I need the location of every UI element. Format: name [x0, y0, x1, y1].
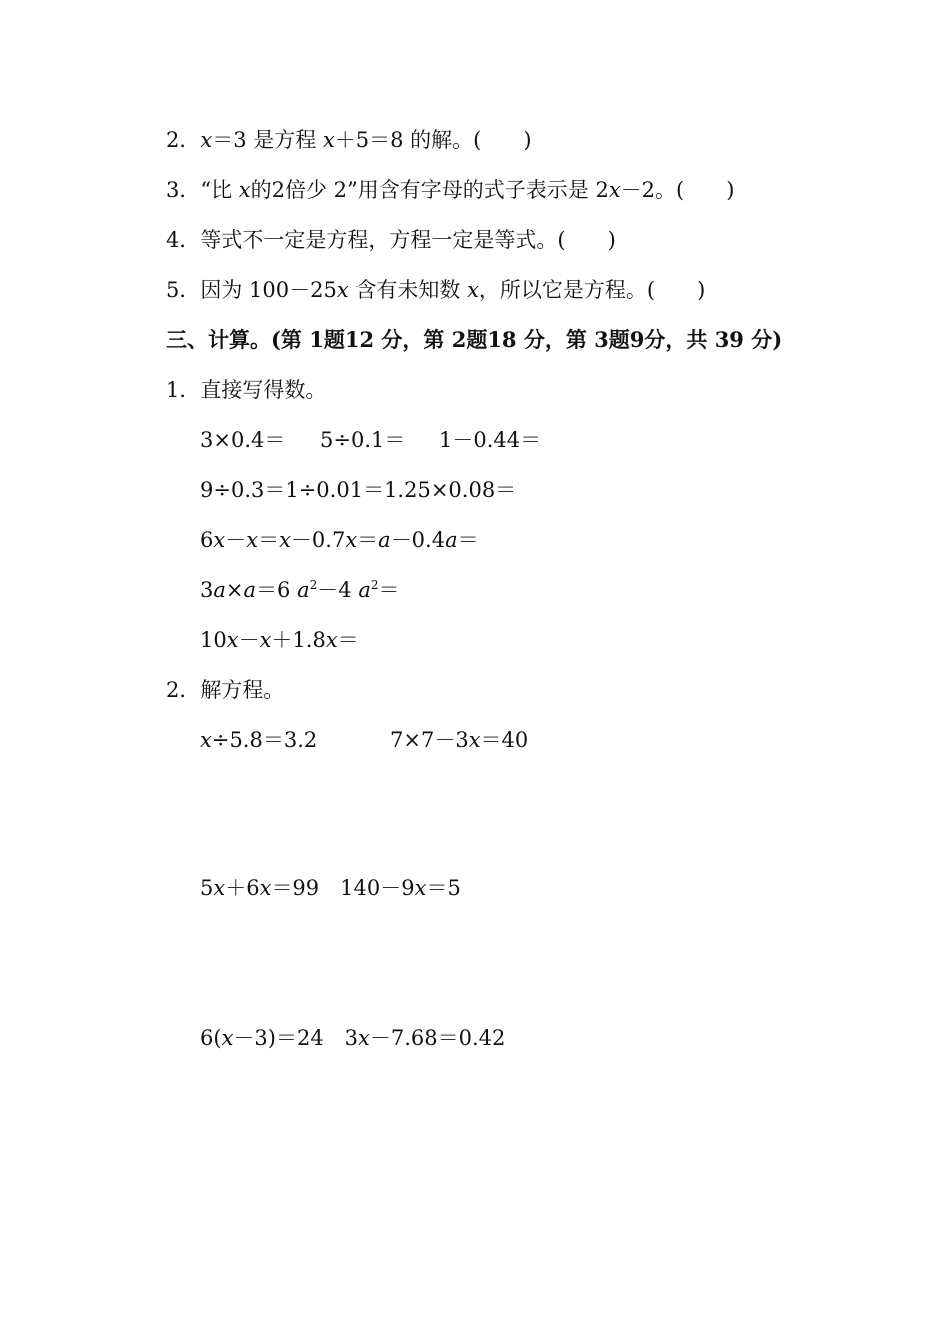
variable: x — [467, 278, 479, 302]
item-number: 5． — [166, 278, 201, 302]
answer-blank[interactable]: ) — [684, 178, 735, 202]
judge-item-2: 2．x＝3 是方程 x＋5＝8 的解。( ) — [166, 128, 532, 152]
item-number: 4． — [166, 228, 201, 252]
item-number: 3． — [166, 178, 201, 202]
item-number: 2． — [166, 128, 201, 152]
calc-item: 3×0.4＝ — [200, 428, 286, 452]
variable: x — [322, 128, 335, 152]
equation-row-3: 6(x－3)＝24 3x－7.68＝0.42 — [200, 1026, 506, 1050]
answer-blank[interactable]: ) — [565, 228, 616, 252]
calc-item: 1－0.44＝ — [439, 428, 542, 452]
variable: x — [200, 128, 213, 152]
equation: 7×7－3x＝40 — [390, 728, 529, 752]
calc-row-2: 9÷0.3＝1÷0.01＝1.25×0.08＝ — [200, 478, 517, 502]
judge-item-5: 5．因为 100－25x 含有未知数 x，所以它是方程。( ) — [166, 278, 706, 302]
variable: x — [336, 278, 349, 302]
item-number: 2． — [166, 678, 201, 702]
section-heading: 三、计算。(第 1题12 分，第 2题18 分，第 3题9分，共 39 分) — [166, 327, 783, 352]
judge-item-4: 4．等式不一定是方程，方程一定是等式。( ) — [166, 228, 616, 252]
calc-item: 5÷0.1＝ — [320, 428, 406, 452]
calc-row-3: 6x－x＝x－0.7x＝a－0.4a＝ — [200, 528, 479, 552]
question-1-title: 1．直接写得数。 — [166, 378, 327, 402]
item-number: 1． — [166, 378, 201, 402]
calc-row-4: 3a×a＝6 $a^2-4$ $a^2=$ — [200, 578, 400, 602]
judge-item-3: 3．“比 x的2倍少 2”用含有字母的式子表示是 2x－2。( ) — [166, 178, 735, 202]
variable: x — [238, 178, 251, 202]
calc-row-5: 10x－x＋1.8x＝ — [200, 628, 359, 652]
answer-blank[interactable]: ) — [481, 128, 532, 152]
equation: x÷5.8＝3.2 — [200, 728, 318, 752]
equation-row-2: 5x＋6x＝99 140－9x＝5 — [200, 876, 461, 900]
variable: x — [608, 178, 621, 202]
question-2-title: 2．解方程。 — [166, 678, 285, 702]
answer-blank[interactable]: ) — [655, 278, 706, 302]
